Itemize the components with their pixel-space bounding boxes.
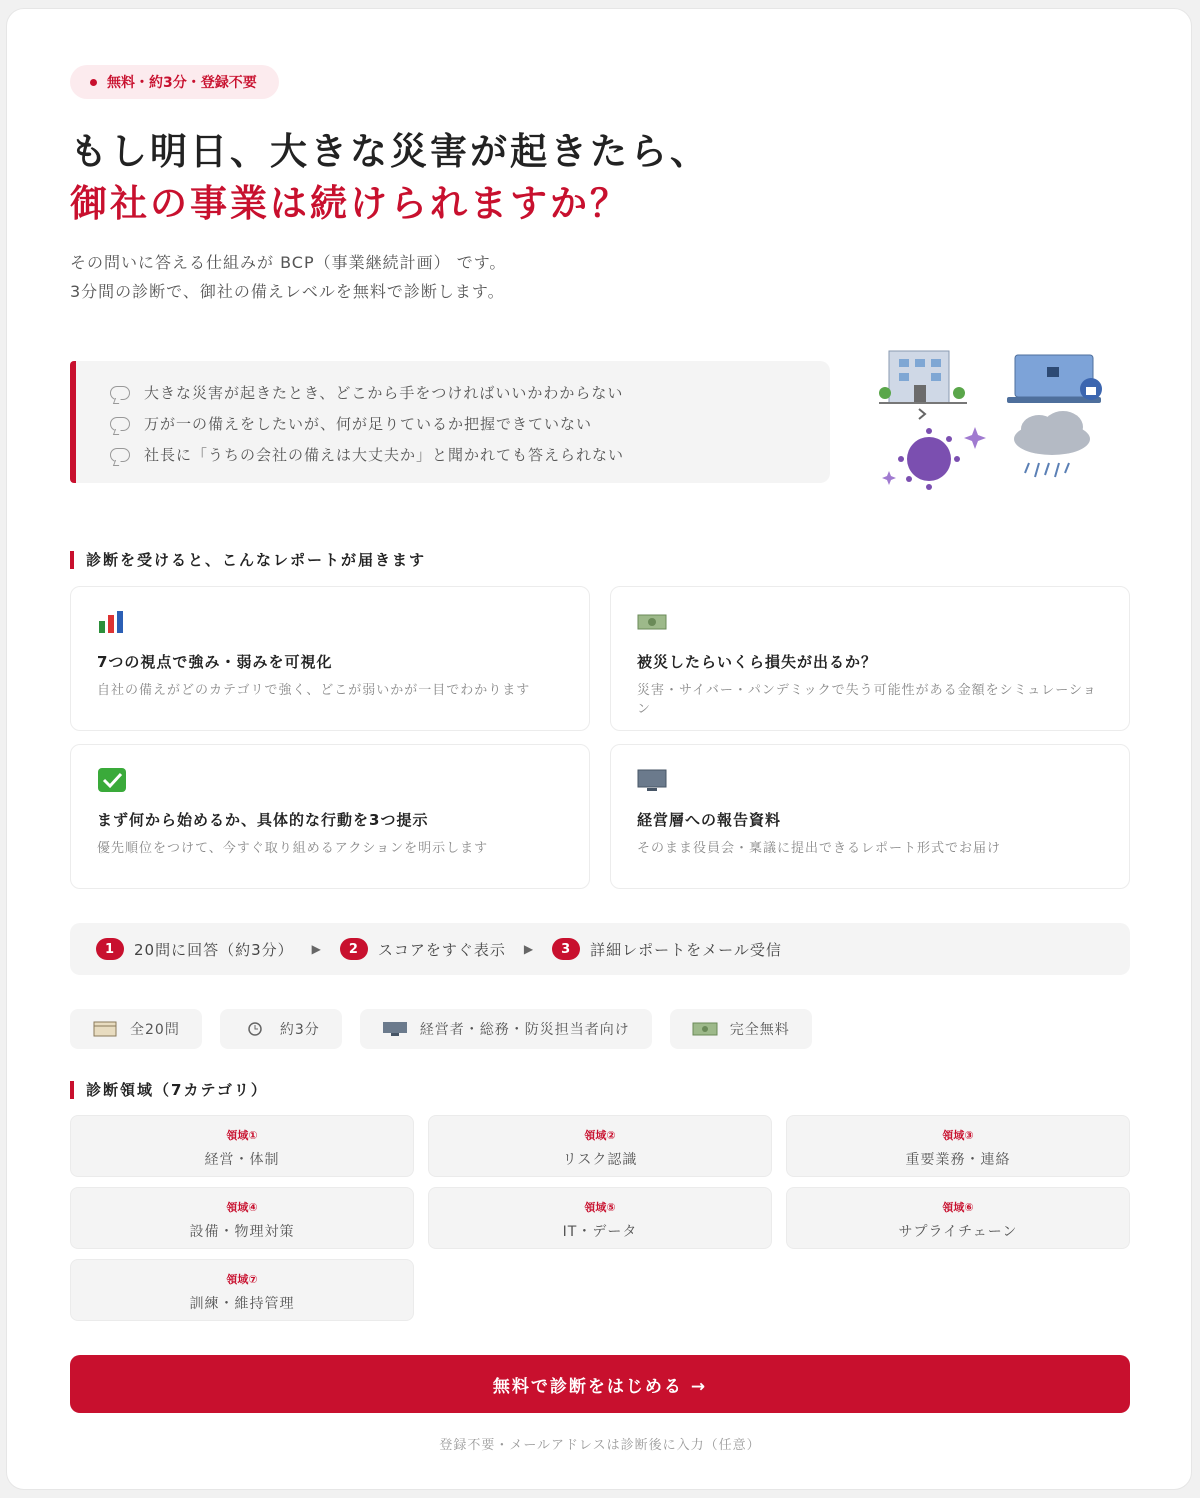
category-card <box>786 1187 1130 1249</box>
category-label: 領域② <box>584 1129 616 1142</box>
category-card <box>70 1115 414 1177</box>
category-card <box>70 1259 414 1321</box>
category-card <box>428 1187 772 1249</box>
monitor-icon <box>637 767 667 793</box>
category-card <box>428 1115 772 1177</box>
badge-label: 無料・約3分・登録不要 <box>107 75 257 91</box>
feature-card <box>70 586 590 731</box>
category-label: 領域⑥ <box>942 1201 974 1214</box>
category-name: 設備・物理対策 <box>189 1224 295 1240</box>
section-bar <box>70 1081 74 1099</box>
category-label: 領域⑦ <box>226 1273 258 1286</box>
pain-point <box>110 377 830 408</box>
report-section-title-text: 診断を受けると、こんなレポートが届きます <box>86 551 427 569</box>
category-name: 経営・体制 <box>204 1152 280 1168</box>
building-icon <box>879 351 967 419</box>
feature-desc: そのまま役員会・稟議に提出できるレポート形式でお届け <box>637 841 1002 856</box>
step-arrow-icon: ▶ <box>311 942 322 956</box>
feature-desc: 災害・サイバー・パンデミックで失う可能性がある金額をシミュレーション <box>637 683 1097 717</box>
step-item <box>96 938 294 960</box>
section-bar <box>70 551 74 569</box>
risk-illustration <box>867 339 1127 499</box>
feature-title: まず何から始めるか、具体的な行動を3つ提示 <box>97 811 429 829</box>
free-badge <box>70 65 279 99</box>
feature-title: 経営層への報告資料 <box>637 811 782 829</box>
feature-title: 被災したらいくら損失が出るか？ <box>637 653 878 671</box>
calendar-icon <box>92 1021 118 1037</box>
feature-desc: 自社の備えがどのカテゴリで強く、どこが弱いかが一目でわかります <box>97 683 531 698</box>
money-icon <box>692 1021 718 1037</box>
feature-card <box>610 744 1130 889</box>
step-label: 詳細レポートをメール受信 <box>590 940 782 959</box>
report-section-title <box>70 549 426 570</box>
bar-chart-icon <box>97 609 127 635</box>
speech-bubble-icon <box>110 386 130 400</box>
process-steps <box>70 923 1130 975</box>
category-label: 領域③ <box>942 1129 974 1142</box>
clock-icon <box>242 1021 268 1037</box>
diagnosis-landing-card <box>6 8 1192 1490</box>
category-section-title <box>70 1079 268 1100</box>
tag-label: 全20問 <box>130 1022 180 1038</box>
category-card <box>70 1187 414 1249</box>
pain-point <box>110 439 830 470</box>
category-name: IT・データ <box>562 1224 638 1240</box>
tag-label: 経営者・総務・防災担当者向け <box>419 1022 630 1038</box>
category-name: サプライチェーン <box>898 1224 1018 1240</box>
speech-bubble-icon <box>110 417 130 431</box>
pain-point-text: 大きな災害が起きたとき、どこから手をつければいいかわからない <box>144 384 624 402</box>
virus-icon <box>882 427 986 490</box>
headline-line1: もし明日、大きな災害が起きたら、 <box>70 130 710 173</box>
headline-line2: 御社の事業は続けられますか？ <box>70 182 630 225</box>
feature-card <box>70 744 590 889</box>
step-item <box>552 938 782 960</box>
feature-title: 7つの視点で強み・弱みを可視化 <box>97 653 333 671</box>
info-tag <box>70 1009 202 1049</box>
category-section-title-text: 診断領域（7カテゴリ） <box>86 1081 268 1099</box>
money-icon <box>637 609 667 635</box>
badge-dot-icon <box>90 79 97 86</box>
start-diagnosis-button[interactable]: 無料で診断をはじめる → <box>70 1355 1130 1413</box>
category-label: 領域④ <box>226 1201 258 1214</box>
pain-point-text: 社長に「うちの会社の備えは大丈夫か」と聞かれても答えられない <box>144 446 625 464</box>
info-tag <box>670 1009 812 1049</box>
pain-point <box>110 408 830 439</box>
info-tag <box>360 1009 652 1049</box>
step-number: 1 <box>96 938 124 960</box>
monitor-icon <box>382 1021 408 1037</box>
step-number: 3 <box>552 938 580 960</box>
feature-card <box>610 586 1130 731</box>
category-label: 領域⑤ <box>584 1201 616 1214</box>
pain-point-text: 万が一の備えをしたいが、何が足りているか把握できていない <box>144 415 593 433</box>
pain-points-box <box>70 361 830 483</box>
laptop-lock-icon <box>1007 355 1102 403</box>
rain-cloud-icon <box>1014 411 1090 477</box>
tag-label: 完全無料 <box>729 1022 790 1038</box>
step-number: 2 <box>340 938 368 960</box>
step-label: 20問に回答（約3分） <box>134 940 294 959</box>
lead-line2: 3分間の診断で、御社の備えレベルを無料で診断します。 <box>70 282 505 301</box>
category-name: 重要業務・連絡 <box>905 1152 1011 1168</box>
info-tags <box>70 1009 812 1049</box>
lead-line1: その問いに答える仕組みが BCP（事業継続計画） です。 <box>70 253 507 272</box>
tag-label: 約3分 <box>279 1022 320 1038</box>
info-tag <box>220 1009 342 1049</box>
registration-note: 登録不要・メールアドレスは診断後に入力（任意） <box>439 1438 761 1453</box>
feature-desc: 優先順位をつけて、今すぐ取り組めるアクションを明示します <box>97 841 489 856</box>
category-name: 訓練・維持管理 <box>189 1296 295 1312</box>
category-name: リスク認識 <box>562 1152 638 1168</box>
category-label: 領域① <box>226 1129 258 1142</box>
step-label: スコアをすぐ表示 <box>377 940 506 959</box>
step-item <box>340 938 506 960</box>
check-icon <box>97 767 127 793</box>
step-arrow-icon: ▶ <box>523 942 535 956</box>
speech-bubble-icon <box>110 448 130 462</box>
category-card <box>786 1115 1130 1177</box>
